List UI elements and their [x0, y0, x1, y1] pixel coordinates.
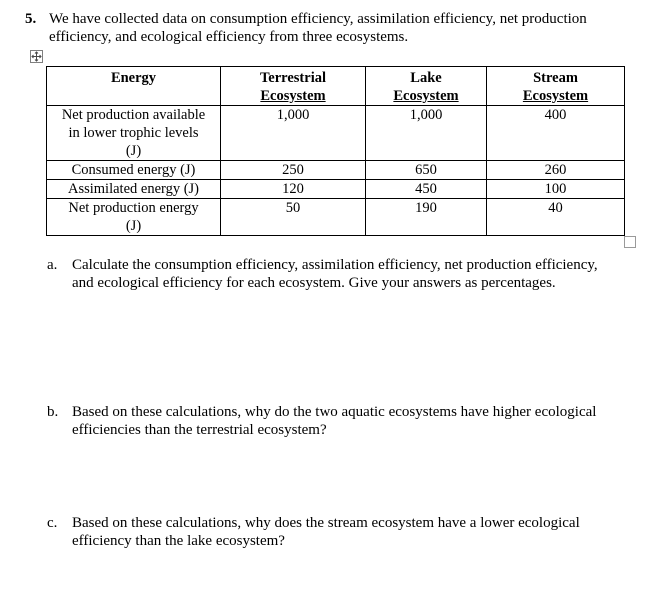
part-a-label: a.	[47, 257, 58, 273]
cell-lake: 450	[366, 180, 487, 199]
table-move-handle[interactable]	[30, 50, 43, 63]
header-terrestrial	[221, 67, 366, 106]
row-label-line: Assimilated energy (J)	[67, 181, 199, 197]
row-label-line: in lower trophic levels	[68, 125, 199, 141]
table-row	[47, 199, 625, 236]
row-label-line: Net production energy	[68, 200, 199, 216]
cell-lake: 190	[366, 199, 487, 236]
cell-stream: 260	[487, 161, 625, 180]
header-lake	[366, 67, 487, 106]
cell-terrestrial: 50	[221, 199, 366, 236]
table-row	[47, 180, 625, 199]
header-stream-line2: Ecosystem	[522, 88, 589, 104]
table-header-row	[47, 67, 625, 106]
row-label	[47, 199, 221, 236]
row-label-line: Consumed energy (J)	[71, 162, 196, 178]
cell-lake: 1,000	[366, 106, 487, 161]
row-label	[47, 161, 221, 180]
cell-terrestrial: 1,000	[221, 106, 366, 161]
question-number: 5.	[25, 11, 37, 27]
row-label-line: Net production available	[61, 107, 206, 123]
part-b-label: b.	[47, 404, 59, 420]
header-stream	[487, 67, 625, 106]
header-lake-line2: Ecosystem	[393, 88, 459, 104]
cell-lake: 650	[366, 161, 487, 180]
table-row	[47, 106, 625, 161]
header-energy: Energy	[47, 67, 221, 106]
part-a-text: Calculate the consumption efficiency, assimilation efficiency, net production efficiency, and ecological efficiency for each ecosystem. Give your answers as percentages.	[72, 257, 598, 291]
header-stream-line1: Stream	[533, 70, 578, 86]
move-arrows-icon	[31, 51, 42, 62]
cell-stream: 100	[487, 180, 625, 199]
cell-terrestrial: 250	[221, 161, 366, 180]
table-row	[47, 161, 625, 180]
row-label	[47, 180, 221, 199]
ecosystem-energy-table	[46, 66, 625, 236]
cell-terrestrial: 120	[221, 180, 366, 199]
header-terrestrial-line1: Terrestrial	[259, 70, 327, 86]
row-label-line: (J)	[125, 143, 142, 159]
question-text: We have collected data on consumption efficiency, assimilation efficiency, net production efficiency, and ecological efficiency from three ecosystems.	[49, 11, 587, 45]
table-resize-handle[interactable]	[624, 236, 636, 248]
header-lake-line1: Lake	[410, 70, 442, 86]
cell-stream: 40	[487, 199, 625, 236]
row-label-line: (J)	[125, 218, 142, 234]
header-terrestrial-line2: Ecosystem	[260, 88, 326, 104]
part-b-text: Based on these calculations, why do the two aquatic ecosystems have higher ecological efficiencies than the terrestrial ecosystem?	[72, 404, 597, 438]
row-label	[47, 106, 221, 161]
part-c-label: c.	[47, 515, 58, 531]
part-c-text: Based on these calculations, why does the stream ecosystem have a lower ecological efficiency than the lake ecosystem?	[72, 515, 580, 549]
cell-stream: 400	[487, 106, 625, 161]
